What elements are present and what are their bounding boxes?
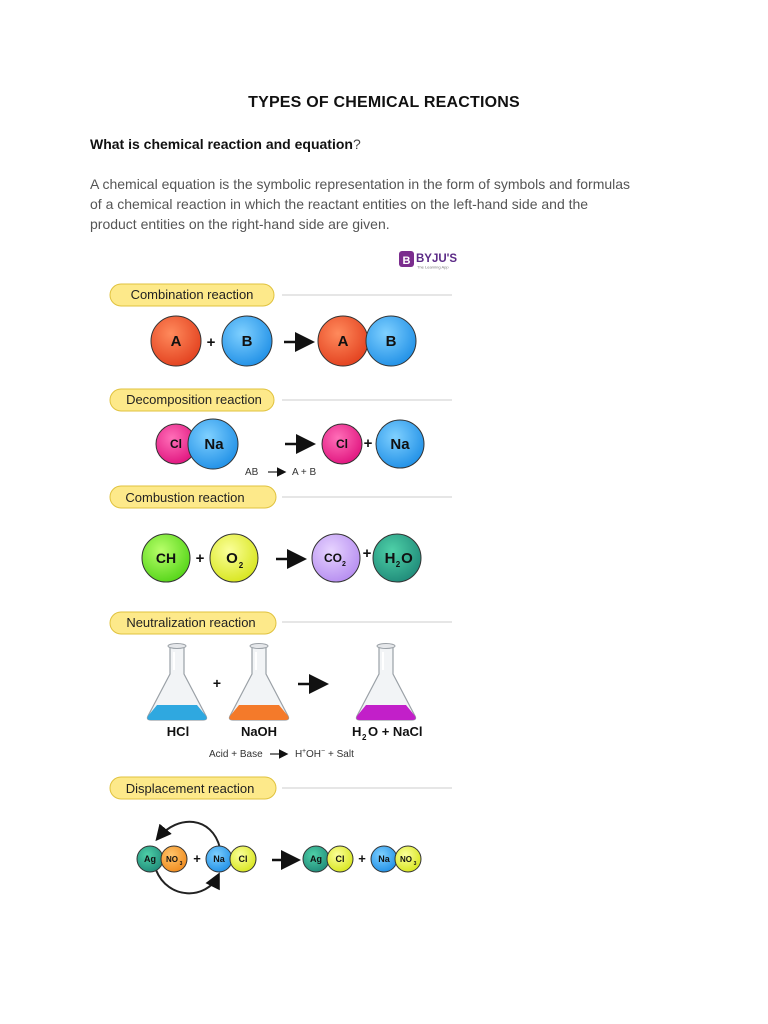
plus-sign: + xyxy=(358,851,366,866)
molecule-co2-label: CO xyxy=(324,551,342,565)
eq-right-salt: + Salt xyxy=(328,749,354,760)
flask-product xyxy=(356,644,415,721)
displacement-section xyxy=(110,777,452,893)
product-atom-cl-label: Cl xyxy=(335,854,345,864)
neutralization-section xyxy=(110,612,452,760)
combustion-label: Combustion reaction xyxy=(125,490,245,505)
product-atom-na-label: Na xyxy=(378,854,390,864)
combination-label: Combination reaction xyxy=(130,287,254,302)
decomposition-eq-right: A + B xyxy=(292,467,317,478)
byjus-logo xyxy=(399,251,457,270)
atom-na-label: Na xyxy=(204,436,224,453)
question-mark: ? xyxy=(352,136,361,152)
plus-sign: + xyxy=(212,675,222,691)
product-subscript: 2 xyxy=(362,733,367,742)
product-atom-a-label: A xyxy=(337,333,349,350)
plus-sign: + xyxy=(362,545,372,562)
product-atom-na-label: Na xyxy=(390,436,410,453)
swap-arrow-bottom xyxy=(156,870,218,893)
displacement-label: Displacement reaction xyxy=(125,781,255,796)
atom-no3-subscript: 3 xyxy=(179,861,183,867)
product-h-label: H xyxy=(352,724,362,739)
hcl-label: HCl xyxy=(166,724,190,739)
paragraph-line-1: A chemical equation is the symbolic representation in the form of symbols and formulas xyxy=(90,176,631,192)
atom-no3-label: NO xyxy=(166,855,178,864)
swap-arrow-top xyxy=(158,822,220,848)
naoh-label: NaOH xyxy=(240,724,278,739)
atom-ag-label: Ag xyxy=(144,854,156,864)
molecule-o2-label: O xyxy=(226,550,238,567)
molecule-h2o xyxy=(373,534,421,582)
atom-a-label: A xyxy=(170,333,182,350)
molecule-ch-label: CH xyxy=(155,550,177,566)
plus-sign: + xyxy=(195,550,205,567)
plus-sign: + xyxy=(193,851,201,866)
combination-section xyxy=(110,284,452,366)
decomposition-section xyxy=(110,389,452,478)
neutralization-label: Neutralization reaction xyxy=(126,615,256,630)
molecule-h2o-subscript: 2 xyxy=(395,560,401,569)
eq-right-h: H xyxy=(295,749,303,760)
product-atom-no3-label: NO xyxy=(400,855,412,864)
combustion-section xyxy=(110,486,452,582)
decomposition-label: Decomposition reaction xyxy=(126,392,262,407)
byjus-logo-mark: B xyxy=(402,255,411,267)
paragraph-line-3: product entities on the right-hand side are given. xyxy=(90,216,390,232)
byjus-logo-tagline: The Learning App xyxy=(417,264,449,270)
flask-hcl xyxy=(147,644,206,721)
molecule-o2-subscript: 2 xyxy=(238,561,244,570)
question-text: What is chemical reaction and equation xyxy=(90,136,353,152)
molecule-co2-subscript: 2 xyxy=(342,561,346,568)
paragraph-line-2: of a chemical reaction in which the reactant entities on the left-hand side and the xyxy=(90,196,589,212)
product-atom-cl-label: Cl xyxy=(336,437,348,451)
atom-na-disp-label: Na xyxy=(213,854,225,864)
molecule-h2o-o: O xyxy=(401,550,413,567)
byjus-logo-brand: BYJU'S xyxy=(416,253,458,265)
decomposition-eq-left: AB xyxy=(245,467,259,478)
atom-cl-label: Cl xyxy=(170,437,182,451)
neutralization-eq-left: Acid + Base xyxy=(209,749,263,760)
page-title: TYPES OF CHEMICAL REACTIONS xyxy=(248,94,520,111)
eq-right-oh: OH xyxy=(306,749,321,760)
flask-naoh xyxy=(229,644,288,721)
product-atom-b-label: B xyxy=(385,333,397,350)
atom-b-label: B xyxy=(241,333,253,350)
eq-right-h-charge: + xyxy=(302,748,307,755)
atom-cl-disp-label: Cl xyxy=(238,854,248,864)
product-atom-no3-subscript: 3 xyxy=(413,861,417,867)
eq-right-oh-charge: − xyxy=(321,748,326,755)
plus-sign: + xyxy=(363,435,373,452)
product-atom-ag-label: Ag xyxy=(310,854,322,864)
product-rest-label: O + NaCl xyxy=(368,724,423,739)
plus-sign: + xyxy=(206,334,216,351)
molecule-h2o-h: H xyxy=(384,550,396,567)
